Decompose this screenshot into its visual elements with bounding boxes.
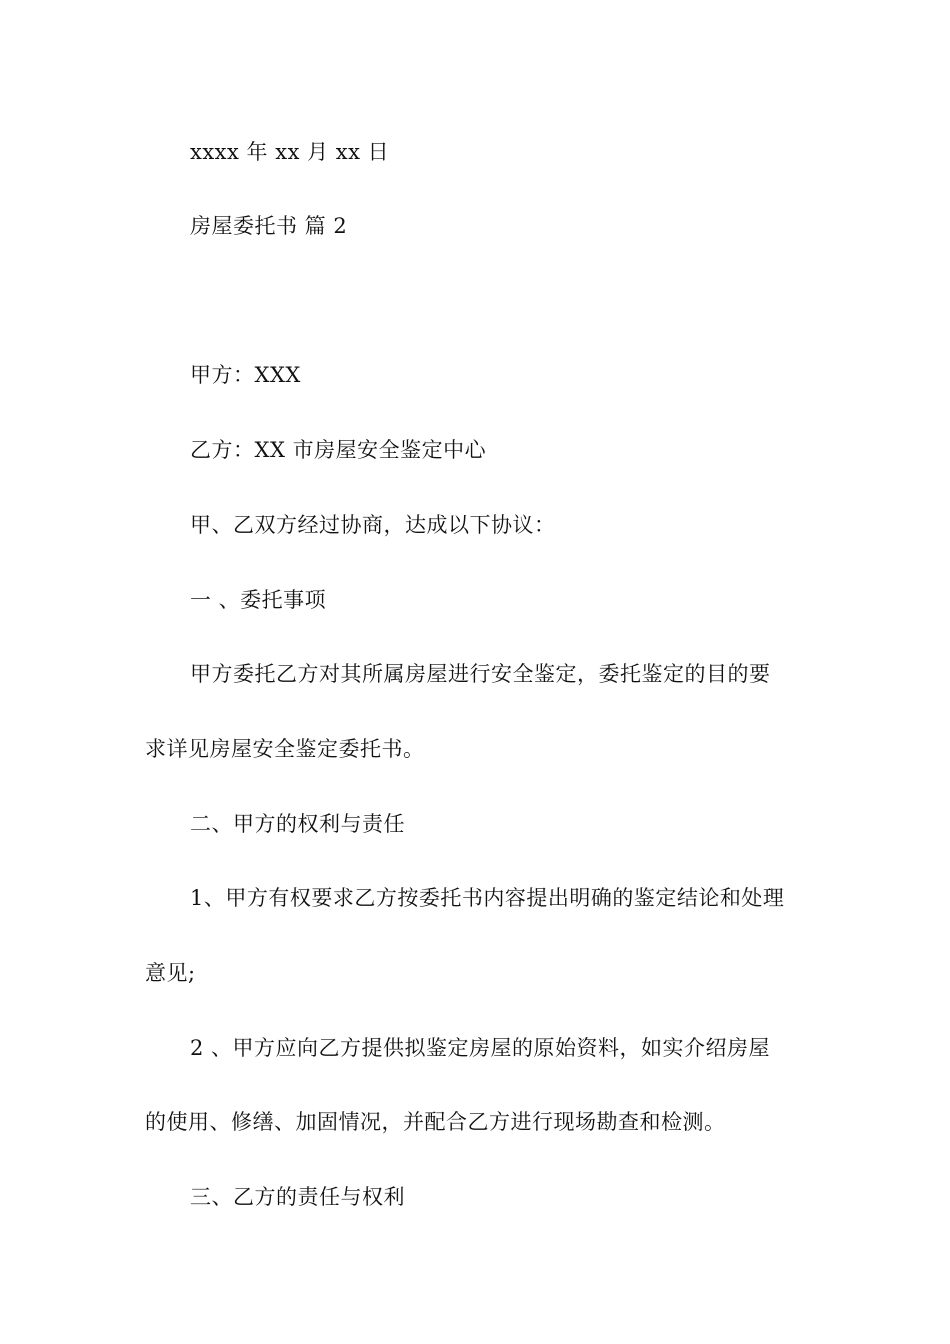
section-2-title: 二、甲方的权利与责任 — [190, 812, 405, 836]
document-heading: 房屋委托书 篇 2 — [190, 214, 348, 238]
section-3-title: 三、乙方的责任与权利 — [190, 1185, 405, 1209]
section-1-paragraph-line-1: 甲方委托乙方对其所属房屋进行安全鉴定，委托鉴定的目的要 — [190, 662, 771, 686]
party-b-line: 乙方：XX 市房屋安全鉴定中心 — [190, 438, 487, 462]
party-a-line: 甲方：XXX — [190, 363, 301, 387]
section-2-item-2-line-2: 的使用、修缮、加固情况，并配合乙方进行现场勘查和检测。 — [145, 1110, 726, 1134]
section-2-item-1-line-2: 意见; — [145, 961, 196, 985]
intro-paragraph: 甲、乙双方经过协商，达成以下协议： — [190, 513, 556, 537]
section-2-item-2-line-1: 2 、甲方应向乙方提供拟鉴定房屋的原始资料，如实介绍房屋 — [190, 1036, 771, 1060]
date-line: xxxx 年 xx 月 xx 日 — [190, 140, 390, 164]
section-1-title: 一 、委托事项 — [190, 588, 327, 612]
section-2-item-1-line-1: 1、甲方有权要求乙方按委托书内容提出明确的鉴定结论和处理 — [190, 886, 785, 910]
section-1-paragraph-line-2: 求详见房屋安全鉴定委托书。 — [145, 737, 425, 761]
